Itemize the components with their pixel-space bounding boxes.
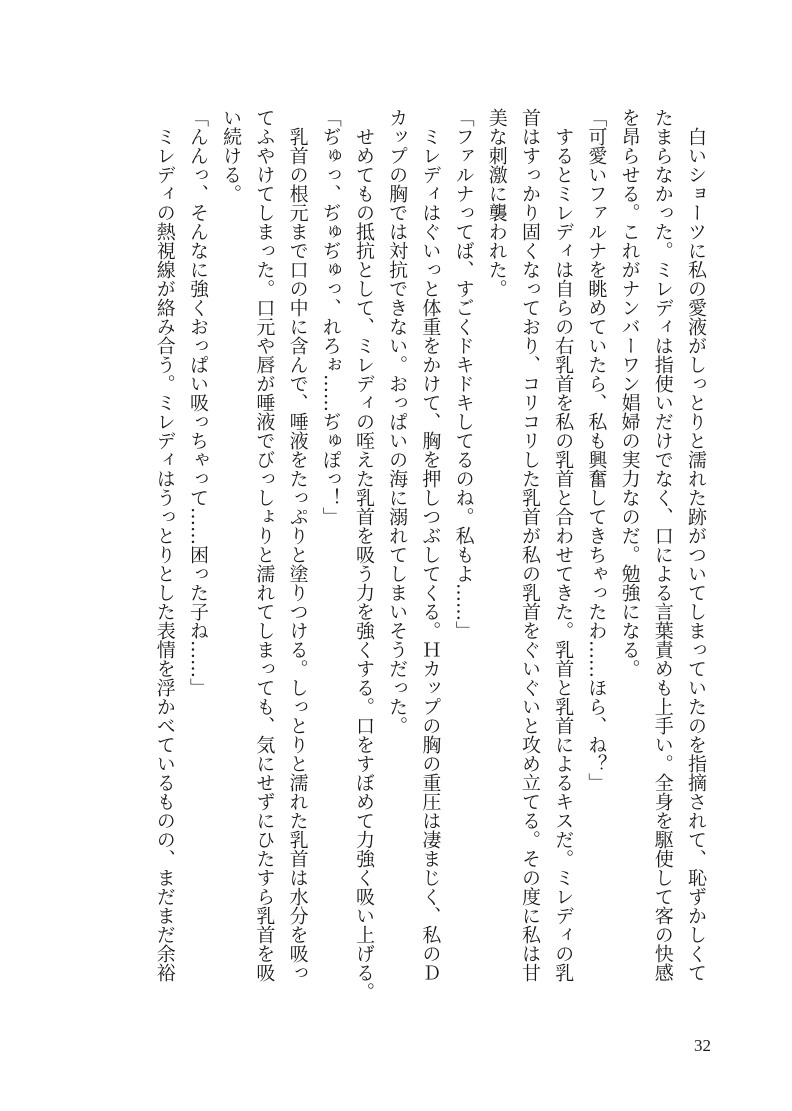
text-line: 「んんっ、そんなに強くおっぱい吸っちゃって……困った子ね……」 [186, 108, 209, 697]
text-line: カップの胸では対抗できない。おっぱいの海に溺れてしまいそうだった。 [386, 108, 409, 735]
text-line: ミレディの熱視線が絡み合う。ミレディはうっとりとした表情を浮かべているものの、まだまだ余裕 [153, 127, 176, 982]
text-line: 「可愛いファルナを眺めていたら、私も興奮してきちゃったわ……ほら、ね？」 [585, 108, 608, 792]
text-line: 美な刺激に襲われた。 [485, 108, 508, 298]
text-line: 「ファルナってば、すごくドキドキしてるのね。私もよ……」 [452, 108, 475, 640]
text-line: 「ぢゅっ、ぢゅぢゅっ、れろぉ……ぢゅぽっ！」 [319, 108, 342, 526]
text-line: たまらなかった。ミレディは指使いだけでなく、口による言葉責めも上手い。全身を駆使して客の快感 [651, 108, 674, 982]
text-line: てふやけてしまった。口元や唇が唾液でびっしょりと濡れてしまっても、気にせずにひたすら乳首を吸 [253, 108, 276, 982]
text-line: せめてもの抵抗として、ミレディの咥えた乳首を吸う力を強くする。口をすぼめて力強く吸い上げる。 [352, 127, 375, 1001]
text-line: ミレディはぐいっと体重をかけて、胸を押しつぶしてくる。Ｈカップの胸の重圧は凄まじく、私のＤ [419, 127, 442, 982]
body-text [148, 108, 712, 1001]
text-line: 首はすっかり固くなっており、コリコリした乳首が私の乳首をぐいぐいと攻め立てる。その度に私は甘 [518, 108, 541, 982]
page-number: 32 [694, 1036, 711, 1055]
text-line: を昂らせる。これがナンバーワン娼婦の実力なのだ。勉強になる。 [618, 108, 641, 678]
text-line: 白いショーツに私の愛液がしっとりと濡れた跡がついてしまっていたのを指摘されて、恥ずかしくて [685, 127, 707, 982]
text-line: い続ける。 [220, 108, 243, 203]
text-line: 乳首の根元まで口の中に含んで、唾液をたっぷりと塗りつける。しっとりと濡れた乳首は水分を吸っ [286, 127, 309, 982]
text-line: するとミレディは自らの右乳首を私の乳首と合わせてきた。乳首と乳首によるキスだ。ミレディの乳 [552, 127, 575, 982]
